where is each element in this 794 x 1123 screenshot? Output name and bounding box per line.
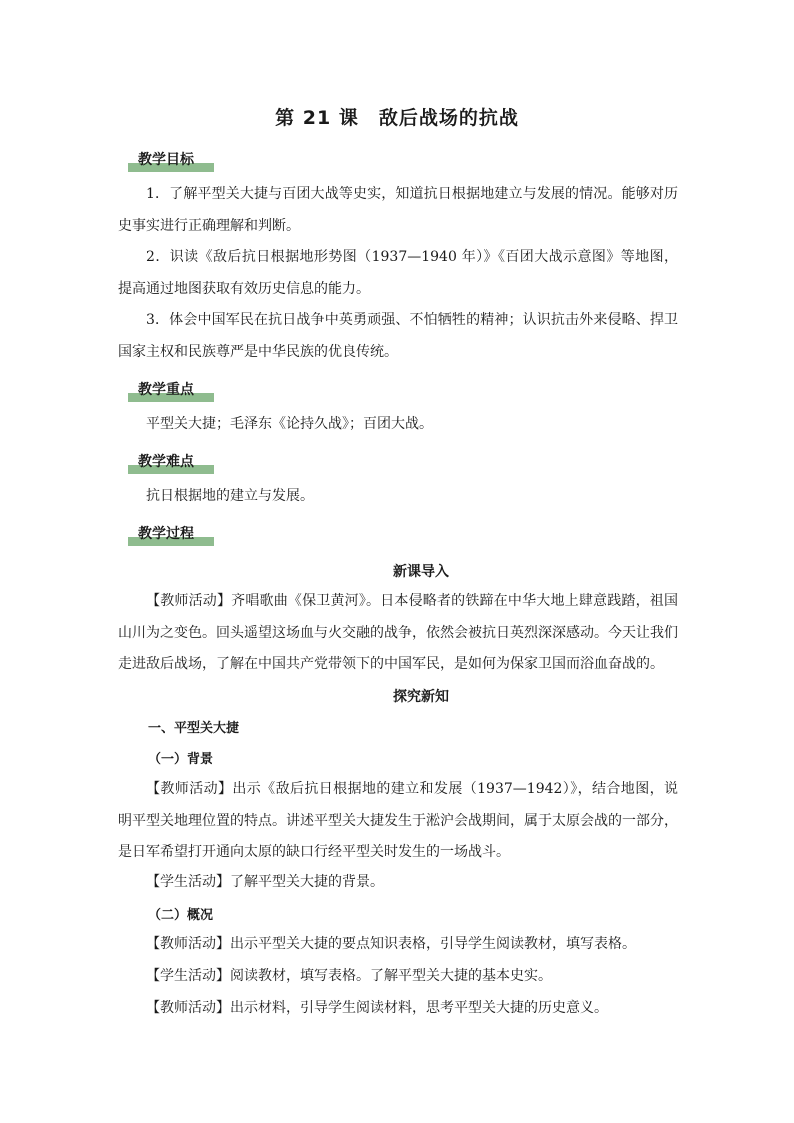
section-label-text: 教学过程 — [138, 526, 194, 542]
objective-item-3: 3．体会中国军民在抗日战争中英勇顽强、不怕牺牲的精神；认识抗击外来侵略、捍卫国家主权和民族尊严是中华民族的优良传统。 — [118, 312, 678, 360]
difficulties-text: 抗日根据地的建立与发展。 — [146, 488, 314, 504]
objective-item-2: 2．识读《敌后抗日根据地形势图（1937—1940 年）》《百团大战示意图》等地图，提高通过地图获取有效历史信息的能力。 — [118, 249, 678, 297]
section-label-text: 教学重点 — [138, 382, 194, 398]
section-label-key-points — [128, 378, 214, 402]
sub1-student-activity: 【学生活动】了解平型关大捷的背景。 — [146, 874, 384, 890]
sub1-heading: （一）背景 — [148, 752, 214, 767]
section-label-text: 教学目标 — [138, 152, 194, 168]
sub2-student-activity: 【学生活动】阅读教材，填写表格。了解平型关大捷的基本史实。 — [146, 968, 552, 984]
intro-heading: 新课导入 — [393, 564, 449, 580]
sub1-teacher-activity: 【教师活动】出示《敌后抗日根据地的建立和发展（1937—1942）》，结合地图，说明平型关地理位置的特点。讲述平型关大捷发生于淞沪会战期间，属于太原会战的一部分，是日军希望打开通向太原的缺口行经平型关时发生的一场战斗。 — [118, 781, 678, 860]
section-label-difficulties — [128, 450, 214, 474]
document-title: 第 21 课 敌后战场的抗战 — [275, 107, 519, 129]
section-label-objectives — [128, 148, 214, 172]
section1-heading: 一、平型关大捷 — [148, 721, 240, 736]
section-label-text: 教学难点 — [138, 454, 194, 470]
sub2-teacher-activity-2: 【教师活动】出示材料，引导学生阅读材料，思考平型关大捷的历史意义。 — [146, 1000, 608, 1016]
explore-heading: 探究新知 — [393, 689, 449, 705]
intro-paragraph: 【教师活动】齐唱歌曲《保卫黄河》。日本侵略者的铁蹄在中华大地上肆意践踏，祖国山川为之变色。回头遥望这场血与火交融的战争，依然会被抗日英烈深深感动。今天让我们走进敌后战场，了解在中国共产党带领下的中国军民，是如何为保家卫国而浴血奋战的。 — [118, 593, 678, 672]
section-label-process — [128, 522, 214, 546]
sub2-teacher-activity-1: 【教师活动】出示平型关大捷的要点知识表格，引导学生阅读教材，填写表格。 — [146, 936, 636, 952]
sub2-heading: （二）概况 — [148, 908, 214, 923]
objective-item-1: 1．了解平型关大捷与百团大战等史实，知道抗日根据地建立与发展的情况。能够对历史事实进行正确理解和判断。 — [118, 186, 678, 234]
key-points-text: 平型关大捷；毛泽东《论持久战》；百团大战。 — [146, 416, 433, 432]
